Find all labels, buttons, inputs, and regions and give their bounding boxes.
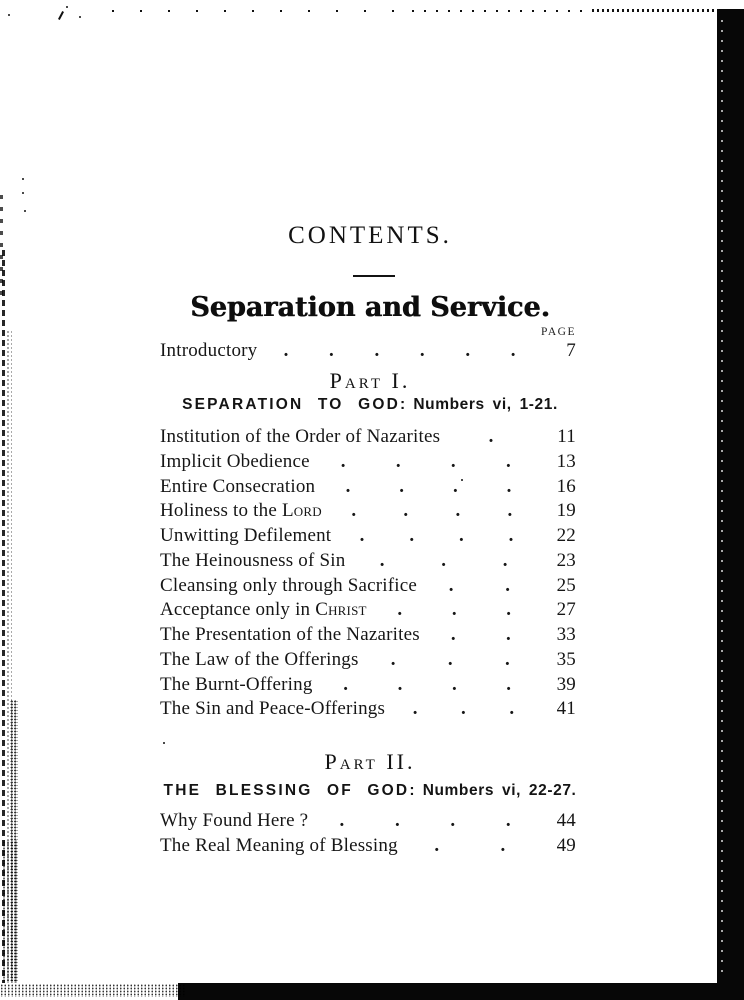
toc-row — [150, 550, 590, 575]
toc-row — [150, 525, 590, 550]
intro-entry-row-group — [150, 340, 590, 365]
entry-title: Entire Consecration — [160, 475, 316, 497]
toc-row — [150, 810, 590, 835]
part-1-subtitle-reference: Numbers vi, 1-21. — [413, 396, 558, 413]
entry-title: Acceptance only in Christ — [160, 599, 367, 621]
entry-title: Introductory — [160, 340, 258, 361]
toc-row — [150, 649, 590, 674]
leader-dots: . . — [434, 834, 506, 856]
page-number: 41 — [556, 698, 576, 720]
page-number: 44 — [556, 810, 576, 831]
part-2-subtitle-caps: THE BLESSING OF GOD: — [163, 782, 417, 799]
entry-title: The Law of the Offerings — [160, 648, 359, 670]
leader-dots: . — [488, 426, 494, 447]
leader-dots: . . . . — [343, 673, 512, 695]
scan-artifact-top-speckle — [412, 10, 592, 12]
scan-artifact-top-speckle — [592, 9, 716, 12]
leader-dots: . . . — [379, 549, 508, 571]
toc-row — [150, 500, 590, 525]
part-2-entry-rows — [150, 810, 590, 860]
leader-dots: . . — [450, 624, 511, 645]
leader-dots: . . . . — [359, 525, 514, 546]
part-1-subtitle-caps: SEPARATION TO GOD: — [182, 396, 408, 413]
page-number: 7 — [566, 340, 576, 361]
part-2-heading: Part II. — [324, 749, 416, 774]
page-number: 25 — [556, 574, 576, 596]
entry-title: Institution of the Order of Nazarites — [160, 426, 441, 447]
leader-dots: . . . . — [351, 500, 513, 522]
part-2-subtitle — [150, 782, 590, 800]
leader-dots: . . . . — [340, 450, 511, 472]
entry-title: Implicit Obedience — [160, 450, 310, 472]
leader-dots: . . — [448, 574, 511, 596]
toc-row — [150, 476, 590, 501]
entry-title: Unwitting Defilement — [160, 525, 332, 546]
toc-row — [150, 426, 590, 451]
part-1-heading: Part I. — [329, 368, 411, 393]
toc-row — [150, 698, 590, 723]
toc-row — [150, 340, 590, 365]
scan-artifact-top-speckle — [112, 10, 412, 12]
toc-row — [150, 575, 590, 600]
scan-artifact-speck — [22, 192, 24, 194]
page-number: 13 — [556, 450, 576, 472]
scan-artifact-speck — [66, 6, 68, 8]
toc-row — [150, 674, 590, 699]
entry-title: Why Found Here ? — [160, 810, 309, 831]
scan-artifact-bar-seam — [721, 20, 723, 980]
divider-rule — [353, 275, 395, 277]
page-number: 22 — [556, 525, 576, 546]
leader-dots: . . . . — [345, 475, 512, 497]
page-number: 11 — [557, 426, 576, 447]
toc-row — [150, 624, 590, 649]
scan-artifact-pen-tick — [58, 11, 64, 20]
part-1-entry-rows — [150, 426, 590, 723]
entry-title: The Real Meaning of Blessing — [160, 834, 398, 856]
leader-dots: . . . . — [339, 810, 511, 831]
part-2-subtitle-reference: Numbers vi, 22-27. — [422, 782, 577, 799]
leader-dots: . . . — [390, 648, 510, 670]
entry-title: The Sin and Peace-Offerings — [160, 698, 386, 720]
page-number: 33 — [556, 624, 576, 645]
toc-row — [150, 599, 590, 624]
entry-title: Cleansing only through Sacrifice — [160, 574, 418, 596]
scan-artifact-binding-edge — [1, 840, 19, 983]
entry-title: The Presentation of the Nazarites — [160, 624, 420, 645]
scan-artifact-speck — [163, 742, 165, 744]
toc-row — [150, 835, 590, 860]
toc-row — [150, 451, 590, 476]
page-number: 19 — [556, 500, 576, 522]
scan-artifact-speck — [8, 14, 10, 16]
series-title: Separation and Service. — [190, 292, 550, 323]
scan-artifact-speck — [79, 16, 81, 18]
scan-artifact-bottom-black-bar — [178, 983, 744, 1000]
entry-title: The Burnt-Offering — [160, 673, 313, 695]
entry-title: Holiness to the Lord — [160, 500, 322, 522]
scan-artifact-bottom-dither — [0, 984, 186, 997]
page-title: CONTENTS. — [288, 222, 452, 249]
page-number: 35 — [556, 648, 576, 670]
entry-title-smallcaps: Christ — [315, 599, 367, 621]
scan-artifact-speck — [24, 210, 26, 212]
leader-dots: . . . — [412, 698, 515, 720]
scan-artifact-speck — [22, 178, 24, 180]
part-1-subtitle — [150, 396, 590, 414]
page-number: 23 — [556, 549, 576, 571]
page-column-label: PAGE — [541, 326, 576, 338]
leader-dots: . . . — [397, 599, 512, 621]
page-number: 16 — [556, 475, 576, 497]
page-number: 27 — [556, 599, 576, 621]
entry-title-smallcaps: Lord — [281, 500, 322, 522]
page-number: 49 — [556, 834, 576, 856]
page-number: 39 — [556, 673, 576, 695]
leader-dots: . . . . . . — [283, 340, 516, 361]
entry-title: The Heinousness of Sin — [160, 549, 346, 571]
